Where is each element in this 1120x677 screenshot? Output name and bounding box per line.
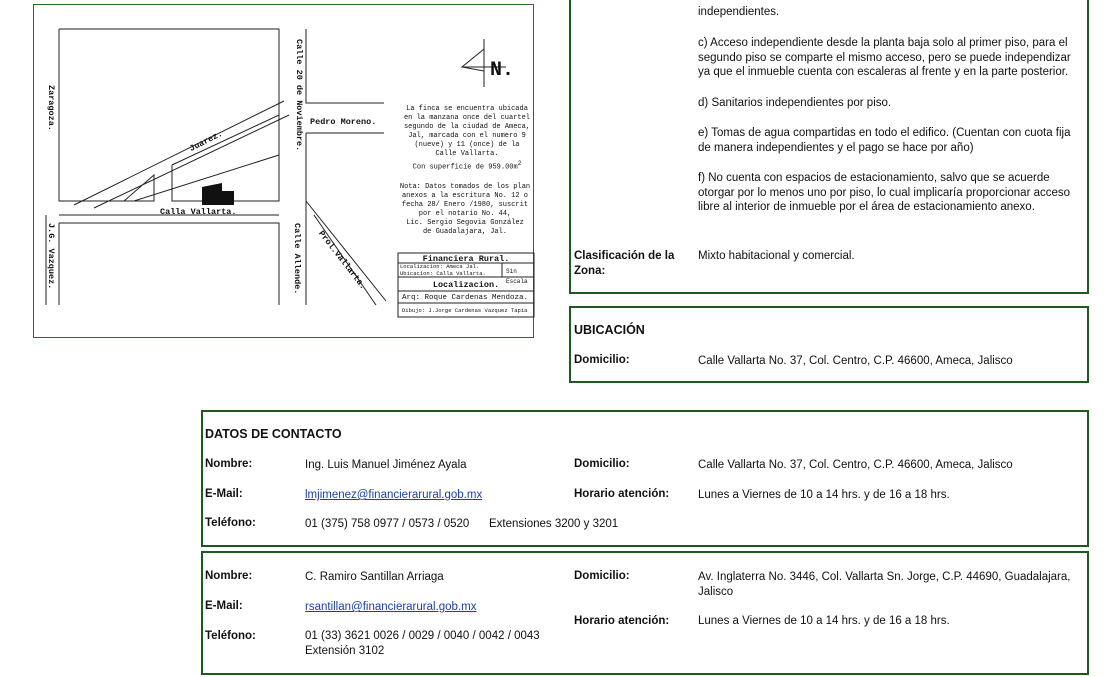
north-label: N. xyxy=(490,59,515,82)
map-note: Nota: Datos tomados de los plan anexos a la escritura No. 12 o fecha 28/ Enero /1980, suscrit por el notario No. 44, Lic. Sergio Segovia González de Guadalajara, Jal. xyxy=(399,183,531,236)
legend-dibujo: Dibujo: J.Jorge Cardenas Vazquez Tapia xyxy=(402,307,528,314)
c1-domicilio: Calle Vallarta No. 37, Col. Centro, C.P. 46600, Ameca, Jalisco xyxy=(698,459,1013,471)
ubicacion-title: UBICACIÓN xyxy=(574,323,645,337)
c1-telefono-label: Teléfono: xyxy=(205,517,256,529)
feature-e: e) Tomas de agua compartidas en todo el edifico. (Cuentan con cuota fija de manera independientes y el pago se hace por año) xyxy=(698,127,1071,154)
street-calle-allende: Calle Allende. xyxy=(292,223,302,295)
feature-c: c) Acceso independiente desde la planta baja solo al primer piso, para el segundo piso se comparte el mismo acceso, pero se puede independizar ya que el inmueble cuenta con escaleras al frente y en la parte posterior. xyxy=(698,37,1071,78)
ubicacion-domicilio-value: Calle Vallarta No. 37, Col. Centro, C.P. 46600, Ameca, Jalisco xyxy=(698,355,1013,367)
c2-nombre: C. Ramiro Santillan Arriaga xyxy=(305,571,444,583)
c2-horario: Lunes a Viernes de 10 a 14 hrs. y de 16 a 18 hrs. xyxy=(698,615,950,627)
c2-telefono-label: Teléfono: xyxy=(205,630,256,642)
ubicacion-domicilio-label: Domicilio: xyxy=(574,354,630,366)
c2-email-label: E-Mail: xyxy=(205,600,243,612)
c1-nombre: Ing. Luis Manuel Jiménez Ayala xyxy=(305,459,467,471)
contacto-title: DATOS DE CONTACTO xyxy=(205,427,342,441)
c1-domicilio-label: Domicilio: xyxy=(574,458,630,470)
c2-domicilio-label: Domicilio: xyxy=(574,570,630,582)
c2-nombre-label: Nombre: xyxy=(205,570,253,582)
legend-escala: Sin Escala xyxy=(506,268,528,285)
c2-email-link[interactable]: rsantillan@financierarural.gob.mx xyxy=(305,601,477,613)
c1-horario-label: Horario atención: xyxy=(574,488,670,500)
clasificacion-label: Clasificación de la Zona: xyxy=(574,250,675,277)
legend-section: Localizacion. xyxy=(432,280,500,290)
location-map xyxy=(33,4,534,338)
c1-nombre-label: Nombre: xyxy=(205,458,253,470)
c1-telefono: 01 (375) 758 0977 / 0573 / 0520 xyxy=(305,518,470,530)
street-zaragoza: Zaragoza. xyxy=(46,85,56,131)
c1-horario: Lunes a Viernes de 10 a 14 hrs. y de 16 a 18 hrs. xyxy=(698,489,950,501)
c2-telefono: 01 (33) 3621 0026 / 0029 / 0040 / 0042 / 0043 Extensión 3102 xyxy=(305,630,540,657)
feature-f: f) No cuenta con espacios de estacionamiento, salvo que se acuerde otorgar por lo menos uno por piso, lo cual implicaría proporcionar acceso libre al interior de inmueble por el área de estacionamiento anexo. xyxy=(698,172,1071,213)
clasificacion-value: Mixto habitacional y comercial. xyxy=(698,250,855,262)
c1-email-label: E-Mail: xyxy=(205,488,243,500)
street-calla-vallarta: Calla Vallarta. xyxy=(160,207,237,217)
street-prol-vallarta: Prol.Vallarta. xyxy=(316,229,368,292)
feature-b-tail: independientes. xyxy=(698,6,780,18)
ubicacion-box xyxy=(569,306,1089,383)
legend-localizacion: Localizacion: Ameca Jal. Ubicacion: Calla Vallarta. xyxy=(400,263,486,277)
map-description: La finca se encuentra ubicada en la manzana once del cuartel segundo de la ciudad de Ameca, Jal, marcada con el numero 9 (nueve) y 11 (once) de la Calle Vallarta. Con superficie de $959.00m^2$ xyxy=(403,105,531,172)
c2-horario-label: Horario atención: xyxy=(574,615,670,627)
street-jg-vazquez: J.G. Vazquez. xyxy=(46,223,56,290)
feature-d: d) Sanitarios independientes por piso. xyxy=(698,97,892,109)
c1-email-link[interactable]: lmjimenez@financierarural.gob.mx xyxy=(305,489,483,501)
c2-domicilio: Av. Inglaterra No. 3446, Col. Vallarta Sn. Jorge, C.P. 44690, Guadalajara, Jalisco xyxy=(698,571,1071,598)
c1-extensiones: Extensiones 3200 y 3201 xyxy=(489,518,619,530)
legend-title: Financiera Rural. xyxy=(422,254,510,264)
street-calle-20: Calle 20 de Noviembre. xyxy=(294,39,304,152)
street-juarez: Juarez. xyxy=(188,128,225,154)
legend-arq: Arq: Roque Cardenas Mendoza. xyxy=(402,294,529,302)
street-pedro-moreno: Pedro Moreno. xyxy=(310,117,377,127)
